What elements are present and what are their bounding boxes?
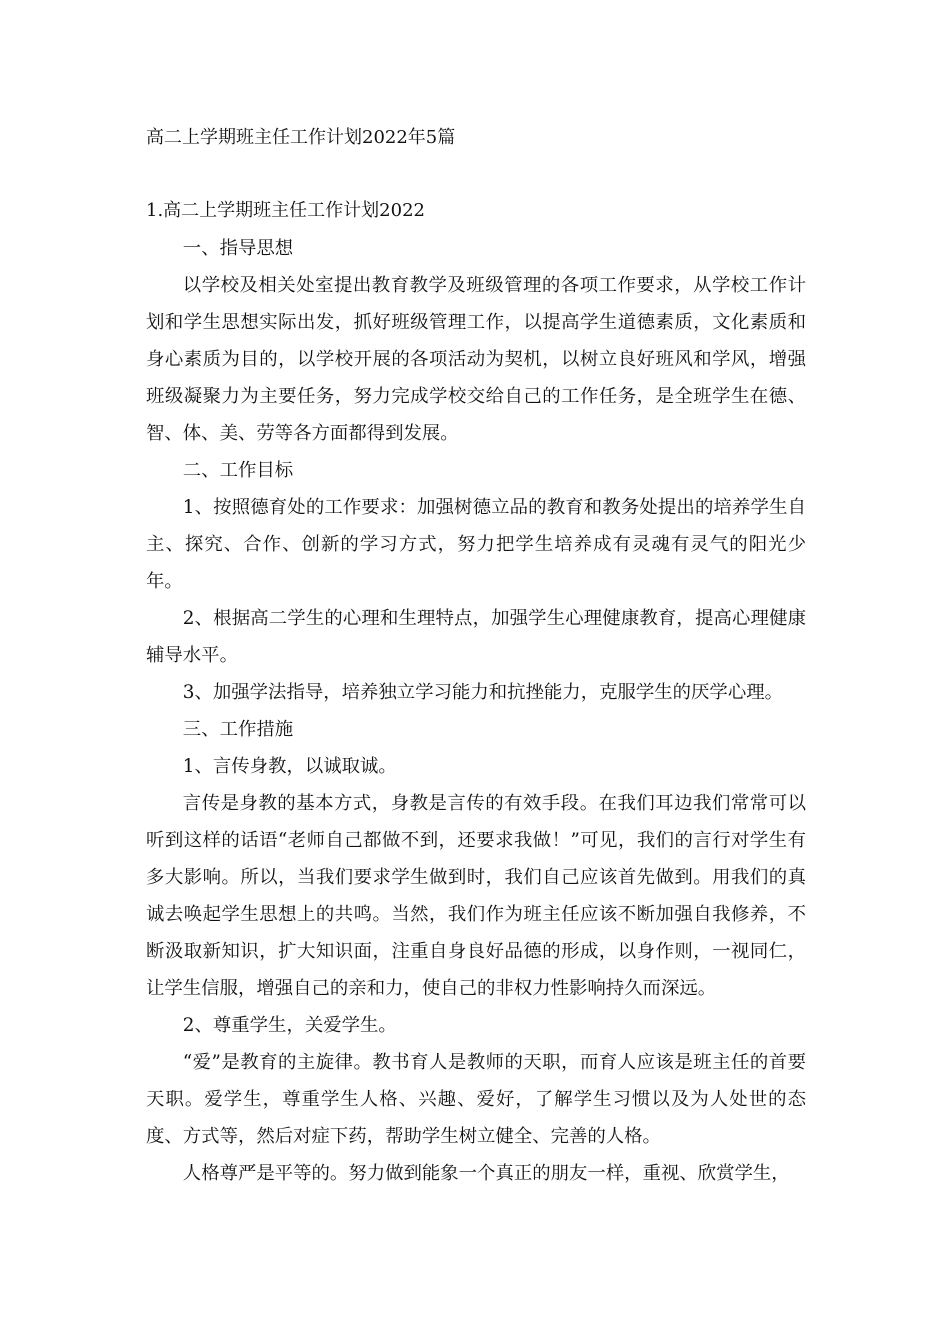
paragraph: 2、根据高二学生的心理和生理特点，加强学生心理健康教育，提高心理健康辅导水平。 <box>146 608 806 666</box>
document-title: 高二上学期班主任工作计划2022年5篇 <box>146 127 456 148</box>
paragraph: 3、加强学法指导，培养独立学习能力和抗挫能力，克服学生的厌学心理。 <box>182 682 783 703</box>
heading-work-measures: 三、工作措施 <box>182 719 294 740</box>
subheading: 1、言传身教，以诚取诚。 <box>182 756 397 777</box>
section-title: 1.高二上学期班主任工作计划2022 <box>146 200 425 221</box>
paragraph: “爱”是教育的主旋律。教书育人是教师的天职，而育人应该是班主任的首要天职。爱学生，尊重学生人格、兴趣、爱好，了解学生习惯以及为人处世的态度、方式等，然后对症下药，帮助学生树立健全、完善的人格。 <box>146 1052 806 1147</box>
subheading: 2、尊重学生，关爱学生。 <box>182 1015 397 1036</box>
paragraph: 言传是身教的基本方式，身教是言传的有效手段。在我们耳边我们常常可以听到这样的话语“老师自己都做不到，还要求我做！”可见，我们的言行对学生有多大影响。所以，当我们要求学生做到时，我们自己应该首先做到。用我们的真诚去唤起学生思想上的共鸣。当然，我们作为班主任应该不断加强自我修养，不断汲取新知识，扩大知识面，注重自身良好品德的形成，以身作则，一视同仁，让学生信服，增强自己的亲和力，使自己的非权力性影响持久而深远。 <box>146 793 806 999</box>
paragraph: 人格尊严是平等的。努力做到能象一个真正的朋友一样，重视、欣赏学生， <box>182 1163 790 1184</box>
heading-guiding-thought: 一、指导思想 <box>182 238 294 259</box>
document-body <box>146 230 806 1192</box>
paragraph: 以学校及相关处室提出教育教学及班级管理的各项工作要求，从学校工作计划和学生思想实际出发，抓好班级管理工作，以提高学生道德素质，文化素质和身心素质为目的，以学校开展的各项活动为契机，以树立良好班风和学风，增强班级凝聚力为主要任务，努力完成学校交给自己的工作任务，是全班学生在德、智、体、美、劳等各方面都得到发展。 <box>146 275 806 444</box>
paragraph: 1、按照德育处的工作要求：加强树德立品的教育和教务处提出的培养学生自主、探究、合作、创新的学习方式，努力把学生培养成有灵魂有灵气的阳光少年。 <box>146 497 806 592</box>
heading-work-goals: 二、工作目标 <box>182 460 294 481</box>
